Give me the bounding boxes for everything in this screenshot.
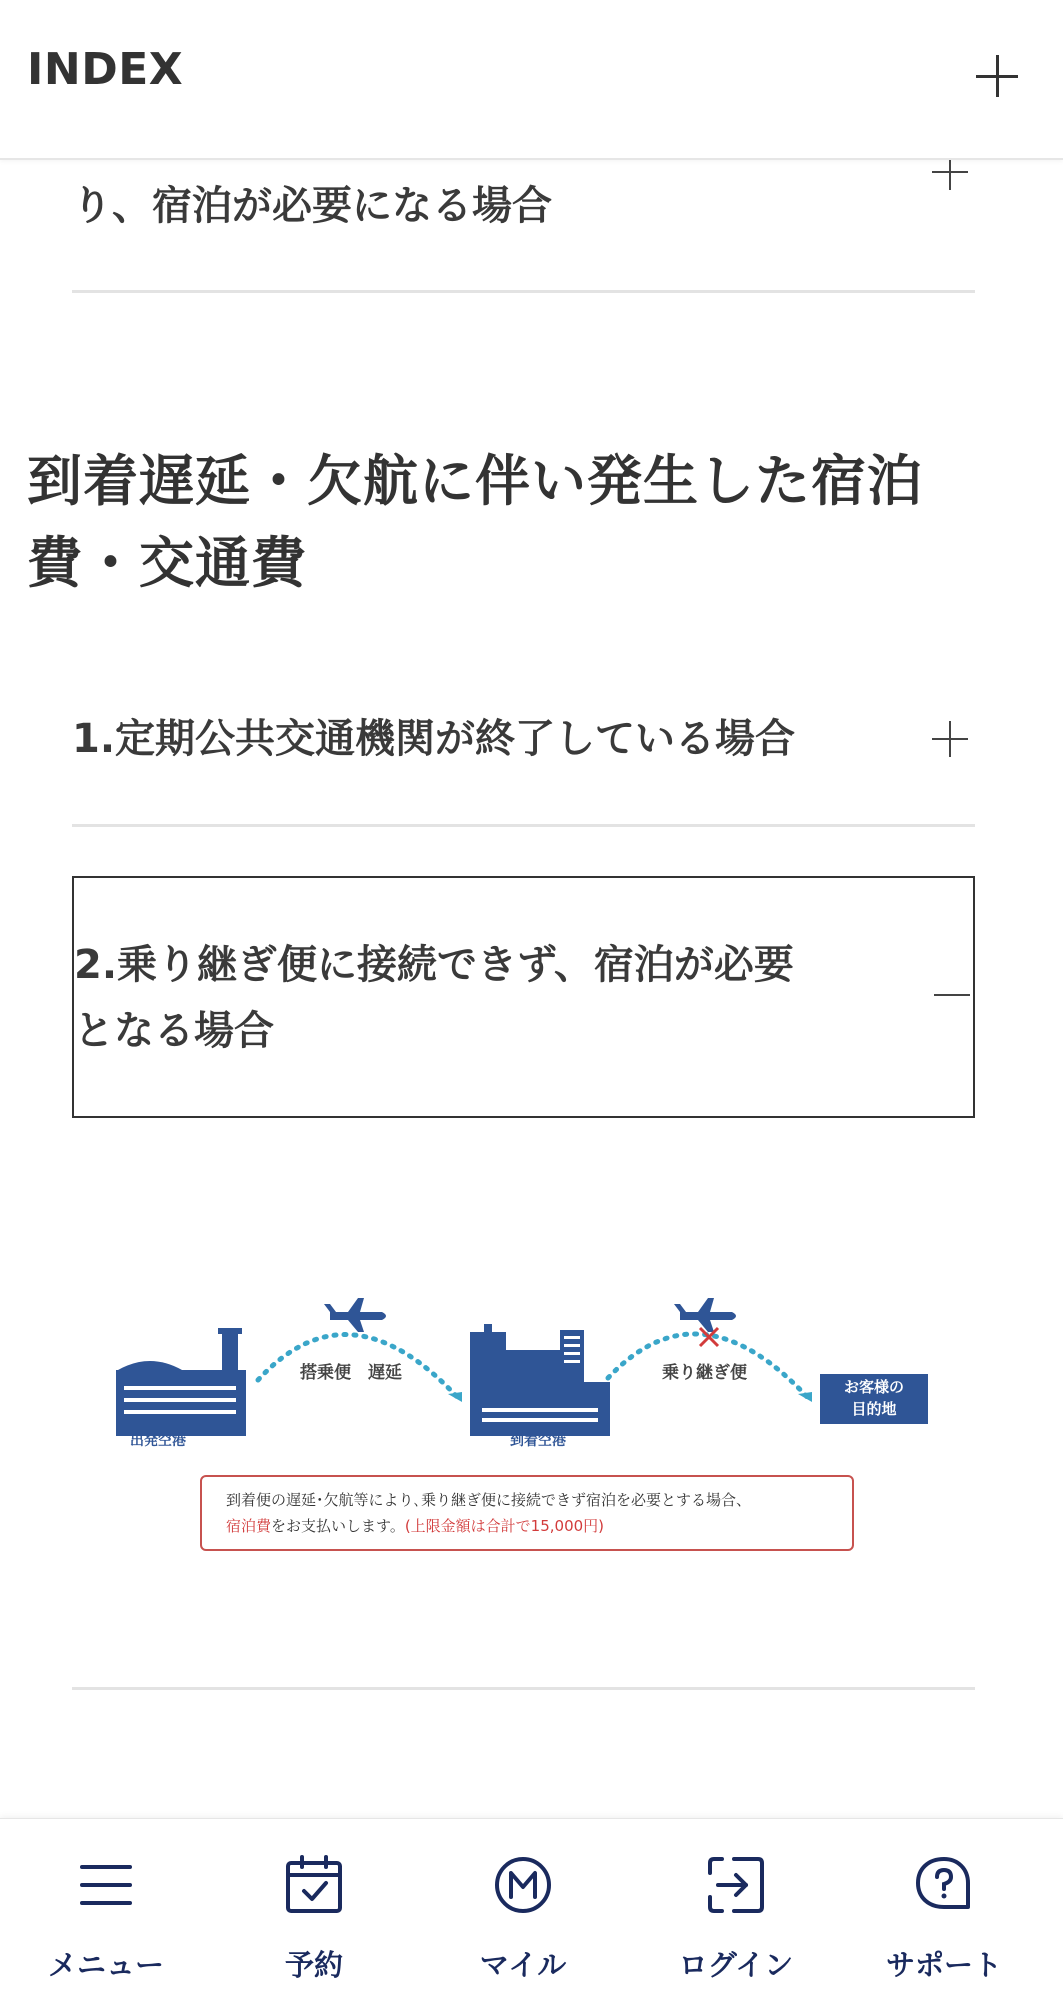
bottom-nav — [0, 1818, 1063, 1997]
index-header[interactable] — [0, 0, 1063, 160]
flight-delay-label: 搭乗便 遅延 — [300, 1363, 402, 1383]
section-title-line2: 費・交通費 — [27, 531, 308, 595]
airplane-icon-2 — [674, 1298, 736, 1332]
plus-icon — [932, 721, 968, 757]
index-title: INDEX — [27, 44, 184, 95]
arrival-airport-icon — [470, 1324, 610, 1436]
accordion-2-label — [74, 932, 794, 1064]
nav-mile-label: マイル — [479, 1948, 567, 1982]
departure-airport-label: 出発空港 — [130, 1433, 186, 1449]
calendar-check-icon — [282, 1853, 346, 1917]
nav-support-label: サポート — [885, 1948, 1002, 1982]
mile-icon — [491, 1853, 555, 1917]
departure-airport-icon — [116, 1328, 246, 1436]
minus-icon — [934, 994, 970, 996]
login-icon — [704, 1853, 768, 1917]
figure-caption — [200, 1475, 854, 1551]
nav-login[interactable] — [630, 1819, 842, 1997]
caption-line2 — [226, 1515, 604, 1536]
destination-label-line2: 目的地 — [851, 1400, 897, 1418]
caption-mid: をお支払いします。 — [271, 1517, 405, 1535]
nav-mile[interactable] — [417, 1819, 629, 1997]
connection-diagram — [90, 1290, 970, 1590]
destination-label — [820, 1376, 928, 1420]
accordion-2-label-line1: 2.乗り継ぎ便に接続できず、宿泊が必要 — [74, 942, 794, 988]
section-title — [27, 440, 1007, 604]
nav-login-label: ログイン — [678, 1948, 794, 1982]
nav-reservation-label: 予約 — [284, 1948, 343, 1982]
connecting-flight-label: 乗り継ぎ便 — [662, 1363, 747, 1383]
destination-label-line1: お客様の — [843, 1378, 904, 1396]
expand-plus-icon[interactable] — [976, 55, 1018, 97]
nav-menu-label: メニュー — [47, 1948, 164, 1982]
caption-highlight-limit: (上限金額は合計で15,000円) — [404, 1517, 605, 1535]
divider — [72, 824, 975, 827]
nav-support[interactable] — [838, 1819, 1050, 1997]
menu-icon — [74, 1853, 138, 1917]
airplane-icon — [324, 1298, 386, 1332]
nav-reservation[interactable] — [208, 1819, 420, 1997]
support-icon — [912, 1853, 976, 1917]
nav-menu[interactable] — [0, 1819, 212, 1997]
accordion-item-2[interactable] — [72, 876, 975, 1118]
divider — [72, 290, 975, 293]
accordion-1-label: 1.定期公共交通機関が終了している場合 — [72, 716, 796, 762]
caption-line1: 到着便の遅延･欠航等により､乗り継ぎ便に接続できず宿泊を必要とする場合、 — [226, 1491, 752, 1509]
caption-highlight-fee: 宿泊費 — [226, 1517, 272, 1535]
accordion-partial-label: り、宿泊が必要になる場合 — [72, 183, 552, 229]
arrival-airport-label: 到着空港 — [510, 1433, 566, 1449]
section-title-line1: 到着遅延・欠航に伴い発生した宿泊 — [27, 449, 924, 513]
accordion-2-label-line2: となる場合 — [74, 1008, 274, 1054]
divider — [72, 1687, 975, 1690]
